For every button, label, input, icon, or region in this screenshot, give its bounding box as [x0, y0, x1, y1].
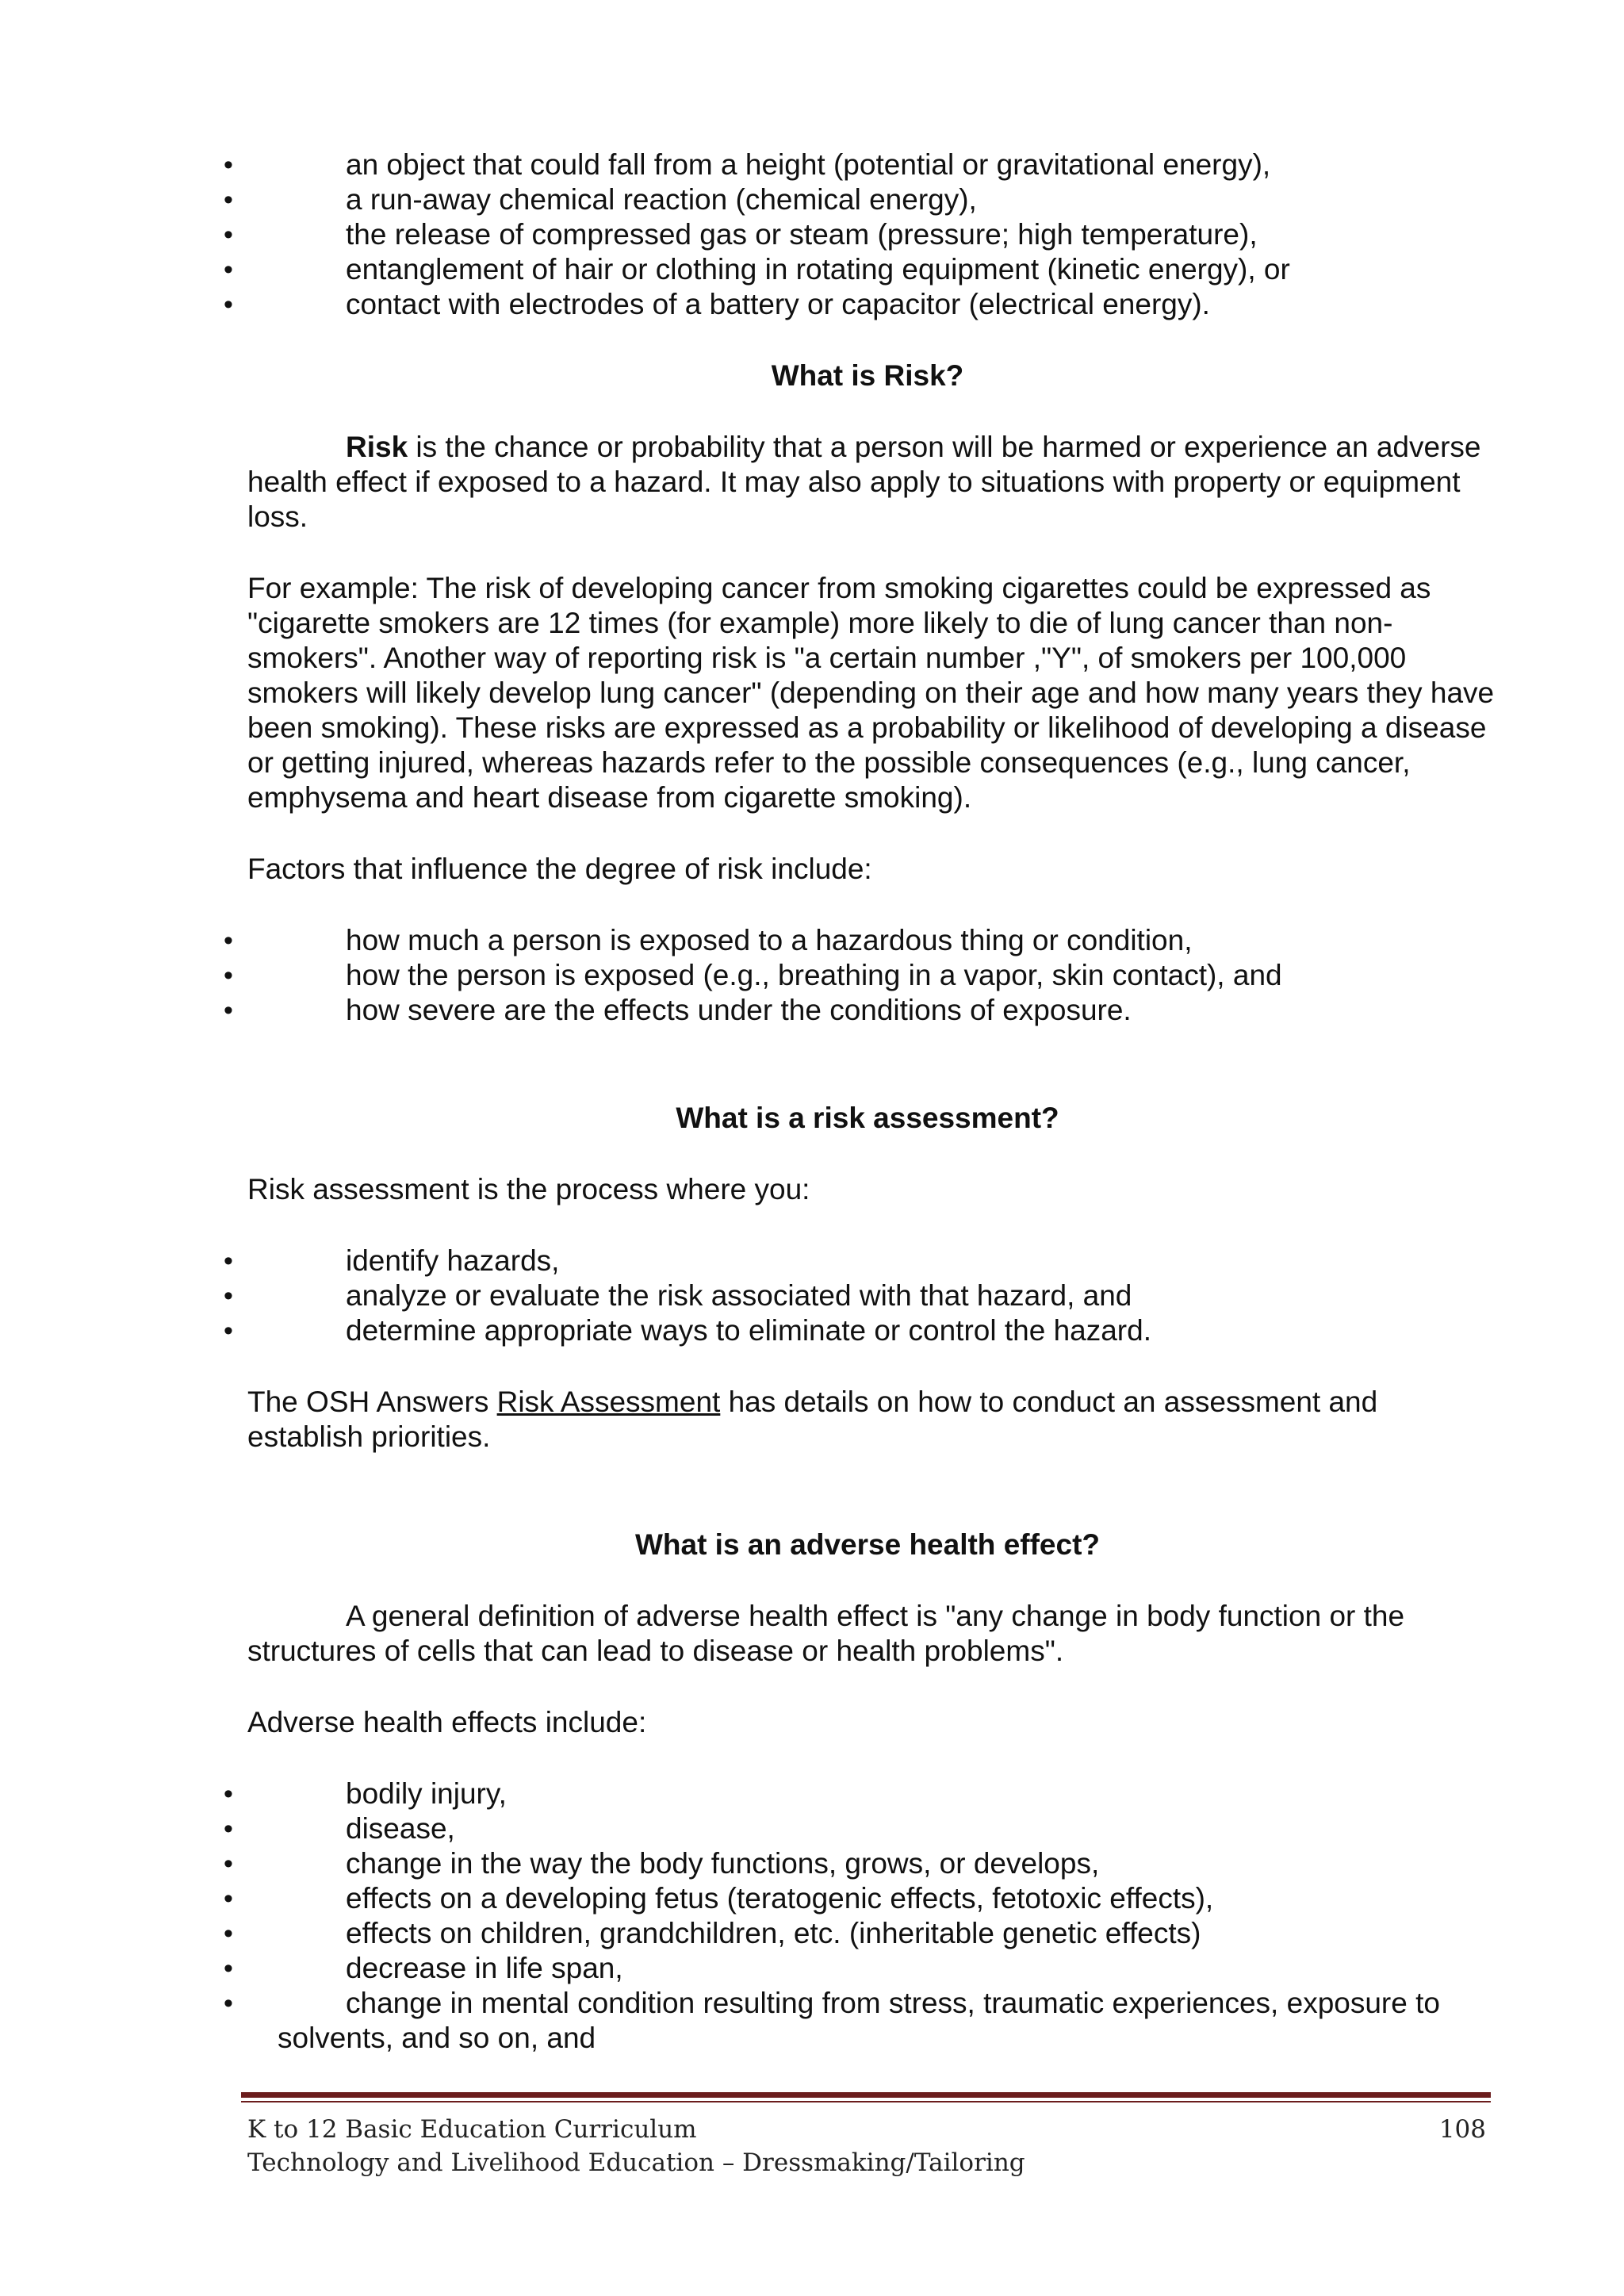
- bullet-icon: •: [224, 1884, 233, 1914]
- assessment-steps-list: [0, 1244, 1624, 1348]
- list-item: • how much a person is exposed to a hazardous thing or condition,: [224, 924, 1193, 956]
- list-item: • how severe are the effects under the conditions of exposure.: [224, 994, 1132, 1026]
- footer-rule-thick: [241, 2092, 1491, 2098]
- list-item: • the release of compressed gas or steam (pressure; high temperature),: [224, 218, 1258, 251]
- bullet-icon: •: [224, 1814, 233, 1844]
- adverse-effects-list: [0, 1777, 1624, 2056]
- list-item: • contact with electrodes of a battery or capacitor (electrical energy).: [224, 288, 1210, 320]
- risk-example: For example: The risk of developing cancer from smoking cigarettes could be expressed as "cigarette smokers are 12 times (for example) more likely to die of lung cancer than non-smokers". Another way of reporting risk is "a certain number ,"Y", of smokers per 100,000 smokers will likely develop lung cancer" (depending on their age and how many years they have been smoking). These risks are expressed as a probability or likelihood of developing a disease or getting injured, whereas hazards refer to the possible consequences (e.g., lung cancer, emphysema and heart disease from cigarette smoking).: [247, 572, 1495, 814]
- bullet-icon: •: [224, 1779, 233, 1809]
- adverse-intro: Adverse health effects include:: [247, 1706, 647, 1738]
- page-footer: [247, 2113, 1491, 2179]
- list-item: • disease,: [224, 1812, 455, 1845]
- bullet-icon: •: [224, 995, 233, 1025]
- adverse-definition: A general definition of adverse health effect is "any change in body function or the structures of cells that can lead to disease or health problems".: [247, 1600, 1405, 1667]
- footer-subject: Technology and Livelihood Education – Dressmaking/Tailoring: [247, 2148, 1025, 2177]
- risk-term: Risk: [346, 431, 408, 463]
- page-number: 108: [1438, 2115, 1486, 2144]
- bullet-icon: •: [224, 220, 233, 250]
- footer-curriculum: K to 12 Basic Education Curriculum: [247, 2115, 697, 2144]
- assessment-intro: Risk assessment is the process where you:: [247, 1173, 810, 1205]
- bullet-icon: •: [224, 1281, 233, 1311]
- list-item: • bodily injury,: [224, 1777, 507, 1810]
- bullet-icon: •: [224, 1953, 233, 1984]
- bullet-icon: •: [224, 289, 233, 320]
- factors-intro: Factors that influence the degree of risk include:: [247, 853, 872, 885]
- bullet-icon: •: [224, 150, 233, 180]
- bullet-icon: •: [224, 185, 233, 215]
- bullet-icon: •: [224, 960, 233, 991]
- bullet-icon: •: [224, 1849, 233, 1879]
- list-item: • change in the way the body functions, grows, or develops,: [224, 1847, 1100, 1880]
- list-item: • determine appropriate ways to eliminate or control the hazard.: [224, 1314, 1151, 1347]
- risk-assessment-link[interactable]: Risk Assessment: [496, 1386, 721, 1418]
- list-item: • identify hazards,: [224, 1244, 560, 1277]
- risk-definition: Risk is the chance or probability that a person will be harmed or experience an adverse health effect if exposed to a hazard. It may also apply to situations with property or equipment loss.: [247, 431, 1481, 533]
- list-item: • effects on a developing fetus (teratogenic effects, fetotoxic effects),: [224, 1882, 1214, 1915]
- footer-rule: [241, 2092, 1491, 2102]
- section-heading-assessment: What is a risk assessment?: [676, 1102, 1059, 1134]
- list-item: • entanglement of hair or clothing in rotating equipment (kinetic energy), or: [224, 253, 1290, 286]
- bullet-icon: •: [224, 1988, 233, 2018]
- bullet-icon: •: [224, 926, 233, 956]
- list-item: • change in mental condition resulting from stress, traumatic experiences, exposure to solvents, and so on, and: [224, 1987, 1440, 2054]
- bullet-icon: •: [224, 1918, 233, 1949]
- list-item: • decrease in life span,: [224, 1952, 623, 1984]
- section-heading-risk: What is Risk?: [771, 359, 964, 392]
- footer-rule-thin: [241, 2101, 1491, 2102]
- bullet-icon: •: [224, 1316, 233, 1346]
- bullet-icon: •: [224, 1246, 233, 1276]
- section-heading-adverse: What is an adverse health effect?: [634, 1528, 1100, 1561]
- list-item: • effects on children, grandchildren, etc. (inheritable genetic effects): [224, 1917, 1201, 1949]
- factors-list: [0, 923, 1624, 1028]
- list-item: • how the person is exposed (e.g., breathing in a vapor, skin contact), and: [224, 959, 1282, 991]
- energy-list: [0, 148, 1624, 322]
- list-item: • a run-away chemical reaction (chemical energy),: [224, 183, 977, 216]
- osh-answers-paragraph: The OSH Answers Risk Assessment has details on how to conduct an assessment and establish priorities.: [247, 1386, 1378, 1453]
- bullet-icon: •: [224, 255, 233, 285]
- list-item: • analyze or evaluate the risk associated with that hazard, and: [224, 1279, 1132, 1312]
- list-item: • an object that could fall from a height (potential or gravitational energy),: [224, 148, 1271, 181]
